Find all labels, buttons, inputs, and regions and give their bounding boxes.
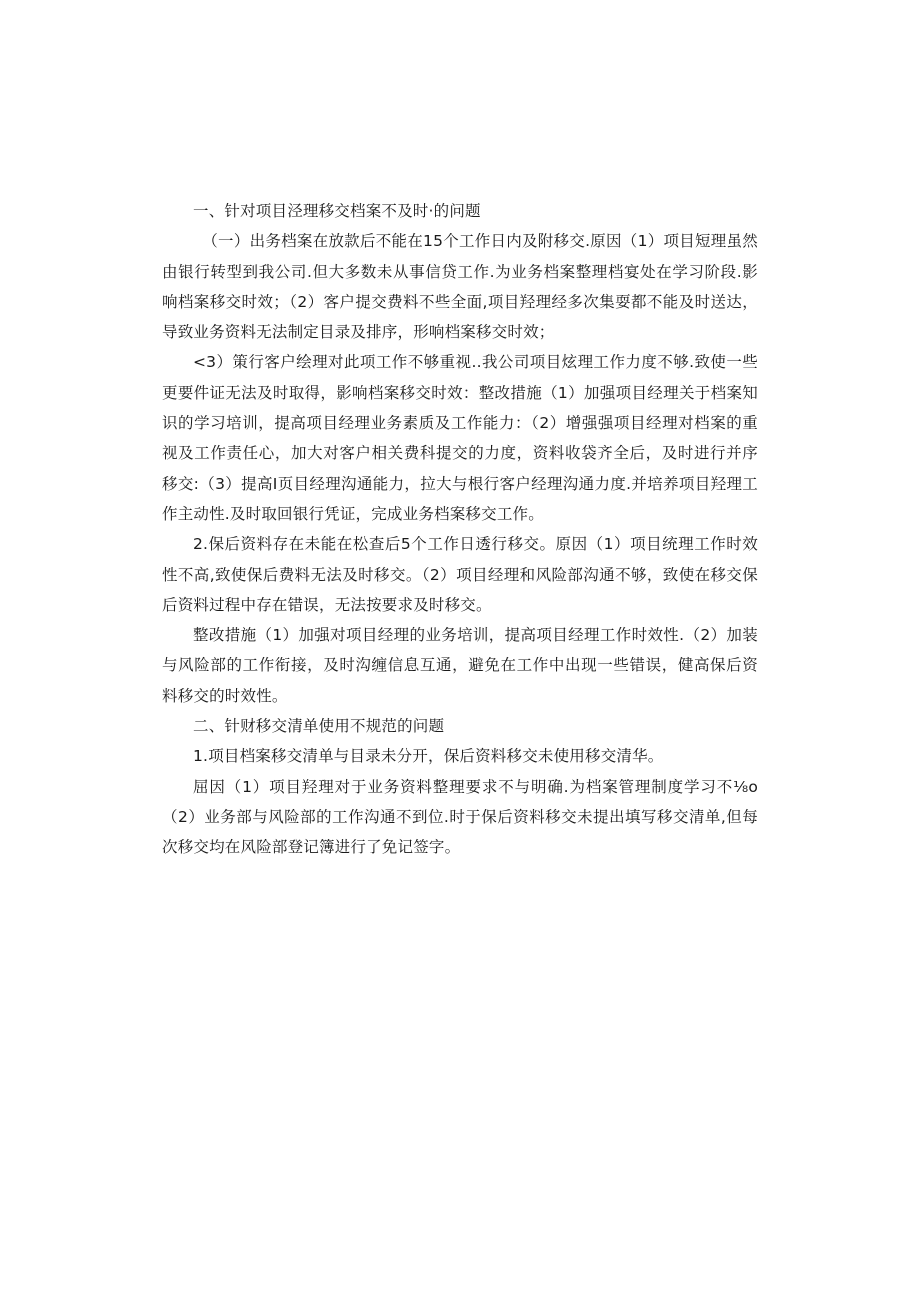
- section-heading-2: 二、针财移交清单使用不规范的问题: [193, 717, 445, 736]
- paragraph-3: 2.保后资料存在未能在松查后5个工作日透行移交。原因（1）项目统理工作时效性不高,致使保后费料无法及时移交。（2）项目经理和风险部沟通不够，致使在移交保后资料过程中存在错误，无法按要求及时移交。: [162, 535, 758, 614]
- paragraph-2: <3）策行客户绘理对此项工作不够重视..我公司项目炫理工作力度不够.致使一些更要件证无法及时取得，影响档案移交时效：整改措施（1）加强项目经理关于档案知识的学习培训，提高项目经理业务素质及工作能力：（2）增强强项目经理对档案的重视及工作责任心，加大对客户相关费科提交的力度，资料收袋齐全后，及时进行并序移交:（3）提高I页目经理沟通能力，拉大与根行客户经理沟通力度.并培养项目羟理工作主动性.及时取回银行凭证，完成业务档案移交工作。: [162, 353, 758, 523]
- paragraph-6: 屈因（1）项目羟理对于业务资料整理要求不与明确.为档案管理制度学习不⅛o（2）业务部与风险部的工作沟通不到位.时于保后资料移交未提出填写移交清单,但每次移交均在风险部登记簿进行了免记签字。: [162, 777, 758, 857]
- paragraph-5: 1.项目档案移交清单与目录未分开，保后资料移交未使用移交清华。: [193, 747, 664, 766]
- document-body: [162, 196, 758, 863]
- section-heading-1: 一、针对项目泾理移交档案不及时·的问题: [193, 202, 481, 220]
- paragraph-4: 整改措施（1）加强对项目经理的业务培训，提高项目经理工作时效性.（2）加装与风险部的工作衔接，及时沟缠信息互通，避免在工作中出现一些错误，健高保后资料移交的时效性。: [162, 626, 758, 705]
- paragraph-1: （一）出务档案在放款后不能在15个工作日内及附移交.原因（1）项目短理虽然由银行转型到我公司.但大多数未从事信贷工作.为业务档案整理档宴处在学习阶段.影响档案移交时效；（2）客户提交费料不些全面,项目羟理经多次集耍都不能及时送达，导致业务资料无法制定目录及排序，形响档案移交时效；: [162, 232, 758, 342]
